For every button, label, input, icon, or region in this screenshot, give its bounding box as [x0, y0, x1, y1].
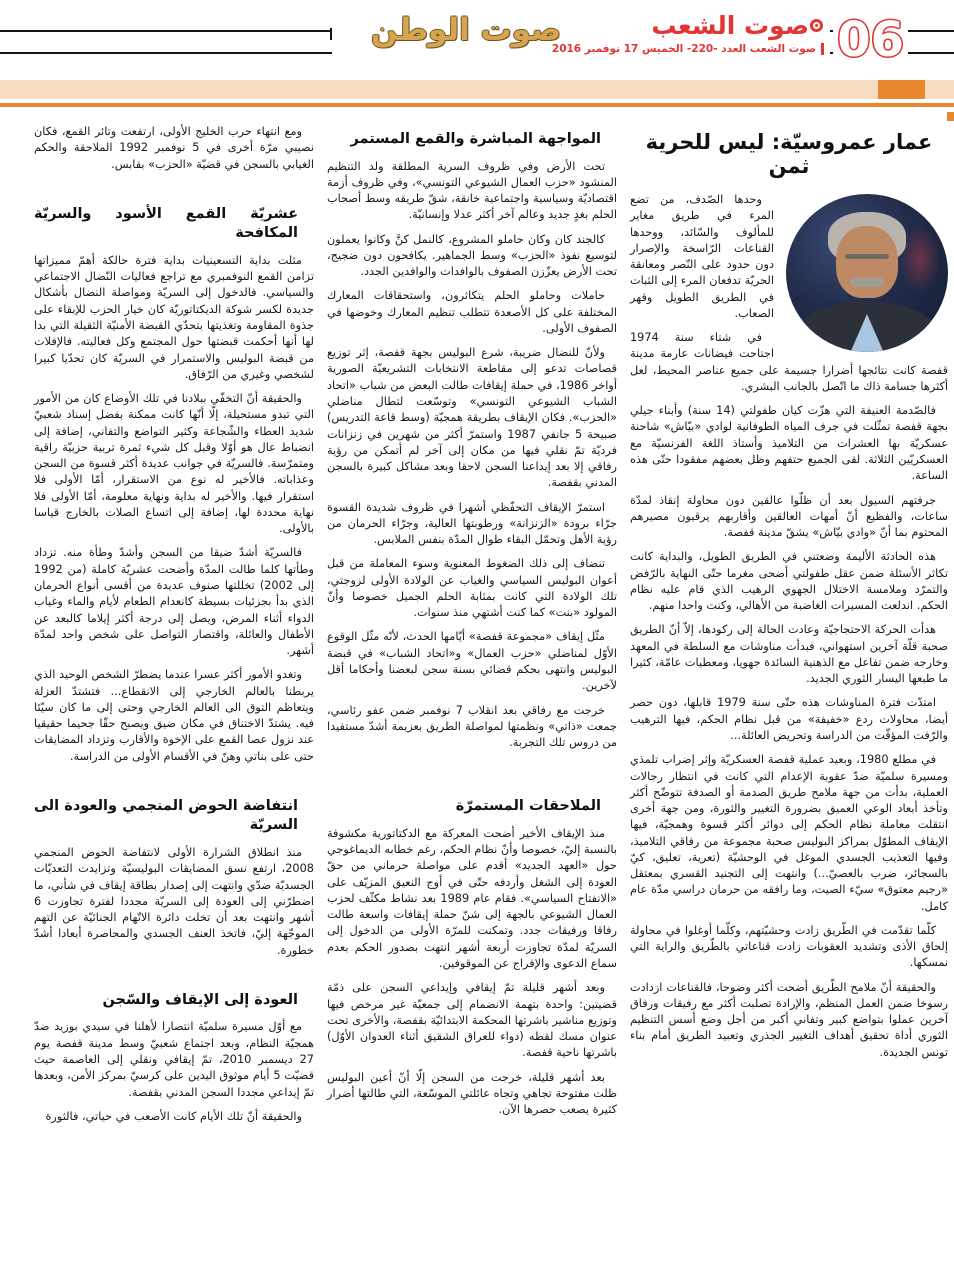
section-heading: انتفاضة الحوض المنجمي والعودة الى السريّة [34, 797, 298, 834]
body-paragraph: بعد أشهر قليلة، خرجت من السجن إلّا أنّ أعين البوليس ظلت مفتوحة تجاهي وتجاه عائلتي الموسّعة، التي طالتها أضرار كثيرة يصعب حصرها الآن. [327, 1070, 617, 1117]
body-paragraph: مع أوّل مسيرة سلميّة انتصارا لأهلنا في سيدي بوزيد ضدّ همجيّة النظام، وبعد اجتماع شعبيّ وسط مدينة قفصة يوم 27 ديسمبر 2010، تمّ إيقافي ونقلي إلى العاصمة حيث قضيّت 5 أيام موثوق اليدين على كرسيّ بمركز الأمن، وبعدها تمّ إيداعي مجددا السجن المدني بقفصة. [34, 1020, 314, 1099]
body-paragraph: كالجند كان وكان حاملو المشروع، كالنمل كنَّ وكانوا يعملون لتوسيع نفوذ «الحزب» وسط الجماهير. يكافحون دون ضجيج، تحت الأرض يعزّزن الصفوف بالوافدات والوافدين الجدد. [327, 232, 617, 279]
body-paragraph: والحقيقة أنّ التخفّي ببلادنا في تلك الأوضاع كان من الأمور التي تبدو مستحيلة، إلّا أنّها كانت ممكنة بفضل إسناد شعبيّ شديد العطاء والشّجاعة وكثير التواضع والتفاني، إضافة إلى انضباط عال هو أوّلا وقبل كل شيء ثمرة تربية حزبيّة راقية ومتمرّسة. فالسريّة في جوانب عديدة أكثر قسوة من السجن وعذاباته. فالأخير له نوع من الاستقرار، أمّا الأولى فلا استقرار فيها. والأخير له بداية ونهاية معلومة، أمّا الأولى فلا نهاية محددة لها، إضافة إلى اتساع الصلات بالخارج قياسا بالأولى. [34, 392, 314, 536]
body-paragraph: فالسريّة أشدّ ضيقا من السجن وأشدّ وطأة منه. تزداد وطأتها كلما طالت المدّة وأضحت عشريّة كاملة (من 1992 إلى 2002) تخللتها صنوف عديدة من أقسى أنواع الحرمان الذي بدأ بجزئيات بسيطة كانعدام الطعام لأيام والماء وغياب الدواء أثناء المرض، ويصل إلى درجة أكثر إيلاما كالبعد عن الأطفال والعائلة، واقتصار التواصل على شخص واحد لمدّة أشهر. [34, 546, 314, 658]
body-paragraph: في شتاء سنة 1974 اجتاحت فيضانات عارمة مدينة قفصة كانت نتائجها أضرارا جسيمة على جميع عناصر المحيط، لعل أكثرها جسامة ذاك ما اتّصل بالجانب البشري. [630, 331, 948, 393]
body-paragraph: فالصّدمة العنيفة التي هزّت كيان طفولتي (14 سنة) وأبناء جيلي بجهة قفصة تمثّلت في جرف المياه الطوفانية لوادي «بيّاش» شاحنة عسكريّة بها العشرات من التلاميذ وأستاذ اللغة الفرنسيّة مع العسكريّين الثلاثة. لقى الجميع حتفهم وظل بعضهم مفقودا حتّى هذه الساعة. [630, 404, 948, 483]
section-heading: المواجهة المباشرة والقمع المستمر [350, 131, 601, 147]
body-paragraph: هذه الحادثة الأليمة وضعتني في الطريق الطويل، والبداية كانت تكاثر الأسئلة ضمن عقل طفولتي أضحى مغرما حتّى النهاية بالرّفض والتمرّد وملامسة الاختلال الجهوي الرهيب الذي قام عليه نظام الحكم. اندلعت المسيرات الغاضبة من الأهالي، وكنت واحدا منهم. [630, 550, 948, 613]
article-title: عمار عمروسيّة: ليس للحرية ثمن [645, 130, 933, 178]
body-paragraph: جرفتهم السيول بعد أن ظلّوا عالقين دون محاولة إنقاذ لمدّة ساعات، والفظيع أنّ أمهات العالقين وأقاربهم يرقبون مصيرهم المحتوم بما أنّ «وادي بيّاش» يشقّ مدينة قفصة. [630, 493, 948, 540]
newspaper-logo [594, 12, 824, 40]
article-body [0, 120, 954, 1261]
section-heading: عشريّة القمع الأسود والسريّة المكافحة [34, 205, 298, 242]
section-banner: صوت الوطن [332, 8, 600, 54]
tunisia-flag-icon [810, 19, 823, 32]
body-paragraph: ولأنّ للنضال ضريبة، شرع البوليس بجهة قفصة، إثر توزيع قصاصات تدعو إلى مقاطعة الانتخابات التشريعيّة الصورية أواخر 1986، في حملة إيقافات طالت البعض من شباب «اتحاد الشباب الشيوعي التونسي» وتوسّعت لتطال مناضلي «الحزب». فكان الإيقاف بطريقة همجيّة (وسط قاعة التدريس) صبيحة 5 جانفي 1987 واستمرّ أكثر من شهرين في زنزانات فرديّة تمّ نقلي فيها من مكان إلى آخر لم أتمكن من رؤية رفاقي إلا بعد إيداعنا السجن لاحقا وبعد مشاكل كبيرة بالسجن المدني بقفصة. [327, 346, 617, 490]
photo-background-glow [900, 224, 940, 294]
peach-bar [0, 80, 954, 99]
body-paragraph: استمرّ الإيقاف التحفّظي أشهرا في ظروف شديدة القسوة جرّاء برودة «الزنزانة» ورطوبتها العالية، وجرّاء الحرمان من رؤية الأهل وتحمّل البقاء طوال المدّة بنفس الملابس. [327, 500, 617, 547]
page-number: 06 [833, 14, 908, 66]
column-right [630, 124, 948, 1261]
newspaper-logo-text: صوت الشعب [651, 11, 809, 40]
portrait-photo [786, 194, 948, 352]
column-left [34, 124, 314, 1261]
body-paragraph: خرجت مع رفاقي بعد انقلاب 7 نوفمبر ضمن عفو رئاسي، جمعت «ذاتي» ونظمتها لمواصلة الطريق بعزيمة أشدّ مستفيدا من دروس تلك التجربة. [327, 703, 617, 750]
body-paragraph: مثلت بداية التسعينيات بداية فترة حالكة أهمّ مميزاتها تزامن القمع النوفمبري مع تراجع فعاليات النّضال الاجتماعي والسياسي. فالدخول إلى السريّة ومواصلة النضال بأشكال جديدة لكسر شوكة الديكتاتوريّة كان خيار الحزب للإبقاء على جذوة المقاومة وتغذيتها بتحدّي القبضة الأمنيّة الثقيلة التي بدا لها أنها أحكمت قبضتها حول المجتمع وكل فعاليته. فالإفلات من قبضة البوليس والاستمرار في السريّة كان تحدّيا كبيرا لشخصي وغيري من الرّفاق. [34, 253, 314, 381]
body-paragraph: تحت الأرض وفي ظروف السرية المطلقة ولد التنظيم المنشود «حزب العمال الشيوعي التونسي»، وفي ظروف أزمة اقتصاديّة وسياسية واجتماعية خانقة، شقّ طريقه وسط أصحاب الحلم بغدٍ جديد وعالم آخر أكثر عدلا وإنسانيّة. [327, 159, 617, 222]
body-paragraph: كلّما تقدّمت في الطّريق زادت وحشيّتهم، وكلّما أوغلوا في محاولة إلحاق الأذى وتشديد العقوبات زادت قناعاتي بالطّريق والراية التي نمسكها. [630, 923, 948, 970]
body-paragraph: منذ الإيقاف الأخير أضحت المعركة مع الدكتاتورية مكشوفة بالنسبة إليّ، خصوصا وأنّ نظام الحكم، رغم خطابه الديماغوجي حول «العهد الجديد» أقدم على مواصلة حرماني من حقّ العودة إلى الشغل وأردفه حتّى في أوج النعيق المزيّف على «الانفتاح السياسي». فقام عام 1989 بعد نشاط مكثّف لحزب العمال الشيوعي بالجهة إلى شنّ حملة إيقافات واسعة طالت رفاقا ورفيقات جدد. وتمكنت للمرّة الأولى من الدخول إلى السريّة لمدّة تجاوزت أربعة أشهر انتهت بصدور الحكم بعدم سماع الدعوى والإفراج عن الموقوفين. [327, 826, 618, 971]
body-paragraph: امتدّت فترة المناوشات هذه حتّى سنة 1979 قابلها، دون حصر أيضا، محاولات ردع «خفيفة» من قبل نظام الحكم، فيها الترهيب والرّفت المؤقّت من الدراسة وتحريض العائلة... [630, 696, 948, 742]
orange-rule [0, 103, 954, 107]
body-paragraph: تنضاف إلى ذلك الضغوط المعنوية وسوء المعاملة من قبل أعوان البوليس السياسي والغياب عن الولادة الأولى لزوجتي، تلك الولادة التي كانت بمثابة الحلم الجميل خصوصا وأنّ المولود «بنت» كما كنت أشتهي منذ سنوات. [327, 557, 617, 620]
body-paragraph: ومع انتهاء حرب الخليج الأولى، ارتفعت وتائر القمع، فكان نصيبي مرّة أخرى في 5 نوفمبر 1992 الملاحقة والحكم الغيابي بالسجن في قضيّة «الحزب» بقابس. [34, 125, 314, 171]
newspaper-logo-block [551, 10, 830, 57]
body-paragraph: وحدها الصّدف، من تضع المرء في طريق مغاير للمألوف والسّائد، ووحدها القناعات الرّاسخة والإصرار دون حدود على النّصر ومعانقة الحريّة تدفعان المرء إلى الثبات في الطريق الطويل وقهر الصعاب. [630, 193, 774, 320]
body-paragraph: حاملات وحاملو الحلم يتكاثرون، واستحقاقات المعارك المختلفة على كل الأصعدة تتطلب تنظيم المعارك وخوضها في الصفوف الأولى. [327, 289, 617, 335]
body-paragraph: هدأت الحركة الاحتجاجيّة وعادت الحالة إلى ركودها، إلاّ أنّ الطريق صحبة قلّة آخرين استهواني، فبدأت مناوشات مع السلطة في المعهد وخارجه ضمن تفاعل مع الذهنية السائدة جهويا، ومعطيات عامّة، كثيرا ما طبعها اليسار الثوري الجديد. [630, 623, 948, 686]
body-paragraph: مثّل إيقاف «مجموعة قفصة» أيّامها الحدث، لأنّه مثّل الوقوع الأوّل لمناضلي «حزب العمال» و«اتحاد الشباب» في قبضة البوليس وانتهى بحكم قضائي بسنة سجن لبعضنا وأحكاما أقل لآخرين. [327, 630, 617, 693]
body-paragraph: وتغدو الأمور أكثر عسرا عندما يضطرّ الشخص الوحيد الذي يربطنا بالعالم الخارجي إلى الانقطاع... فتشتدّ العزلة ويتعاظم التوق الى العالم الخارجي وحتى إلى ما كان سيّئا فيه. يشتدّ الاختناق في مكان ضيق ويصبح حقّا جحيما حقيقيا عند نزول عصا القمع على الإخوة والأقارب وتزداد المضايقات حتى على بناتي وهنّ في الأقسام الأولى من الدراسة. [34, 668, 314, 763]
section-heading: الملاحقات المستمرّة [455, 798, 601, 815]
photo-brows-shape [845, 254, 889, 259]
section-heading: العودة إلى الإيقاف والسّجن [102, 991, 298, 1008]
edition-line: صوت الشعب العدد -220- الخميس 17 نوفمبر 2016 [594, 43, 824, 55]
column-middle [327, 124, 617, 1261]
body-paragraph: في مطلع 1980، وبعيد عملية قفصة العسكريّة وإثر إضراب تلمذي ومسيرة سلميّة ضدّ عقوبة الإعدام التي كانت في انتظار رجالات العملية، بدأت من جهة ملامح طريق الصدمة أو الصدفة تتوضّح أكثر وتأخذ أبعاد الوعي العميق بضرورة التغيير والثورة، ومن جهة أخرى انتقلت معاملة نظام الحكم إلى دوائر أكثر قسوة وهمجيّة، فيها الإيقاف المطوّل بمراكز البوليس صحبة مجموعة من رفاقي التلاميذ، وفيها التعذيب الجسدي الموغل في الوحشيّة (تعرية، تعليق، كيّ بالسجائر، ضرب بالعصيّ...) وانتهت إلى التجنيد القسري بمعتقل «رجيم معتوق» سيّء الصيت، وما رافقه من حرمان دراسي مدّة عام كامل. [630, 753, 948, 913]
orange-accent-square [878, 80, 925, 99]
body-paragraph: وبعد أشهر قليلة تمّ إيقافي وإيداعي السجن على ذمّة قضيتين: واحدة بتهمة الانضمام إلى جمعيّة غير مرخص فيها وتوزيع مناشير باشرتها المحكمة الابتدائيّة بقفصة، والأخرى تحت عنوان مسك لقطه (دواء للعراق الشقيق أثناء العدوان الأوّل) باشرتها ناحية قفصة. [326, 981, 617, 1060]
photo-mustache-shape [850, 278, 884, 287]
body-paragraph: والحقيقة أنّ ملامح الطّريق أضحت أكثر وضوحا، فالقناعات ازدادت رسوخا ضمن العمل المنظم، والإرادة تصلبت أكثر مع رفيقات ورفاق آخرين عملوا بتواضع كبير وتفاني أكبر من أجل وضع أسس التنظيم الثوري أداة تحقيق أهداف التغيير الجذري وتعبيد الطريق أمام بناء تونس الجديدة. [630, 980, 948, 1059]
photo-face-shape [836, 226, 898, 298]
body-paragraph: منذ انطلاق الشرارة الأولى لانتفاضة الحوض المنجمي 2008، ارتفع نسق المضايقات البوليسيّة وتزايدت التعديّات الجسديّة ضدّي وانتهت إلى إصدار بطاقة إيقاف في شأني، ما اضطرّني إلى العودة إلى السريّة مجددا لفترة تجاوزت 6 أشهر وانتهت بعد أن تخلت دائرة الاتّهام الجنائيّة عن التهم الموجّهة إليّ، فاتخذ العنف الجسدي والمحاصرة أبعادا أشدّ خطورة. [34, 846, 314, 957]
body-paragraph: والحقيقة أنّ تلك الأيام كانت الأصعب في حياتي، فالثورة [45, 1109, 302, 1123]
